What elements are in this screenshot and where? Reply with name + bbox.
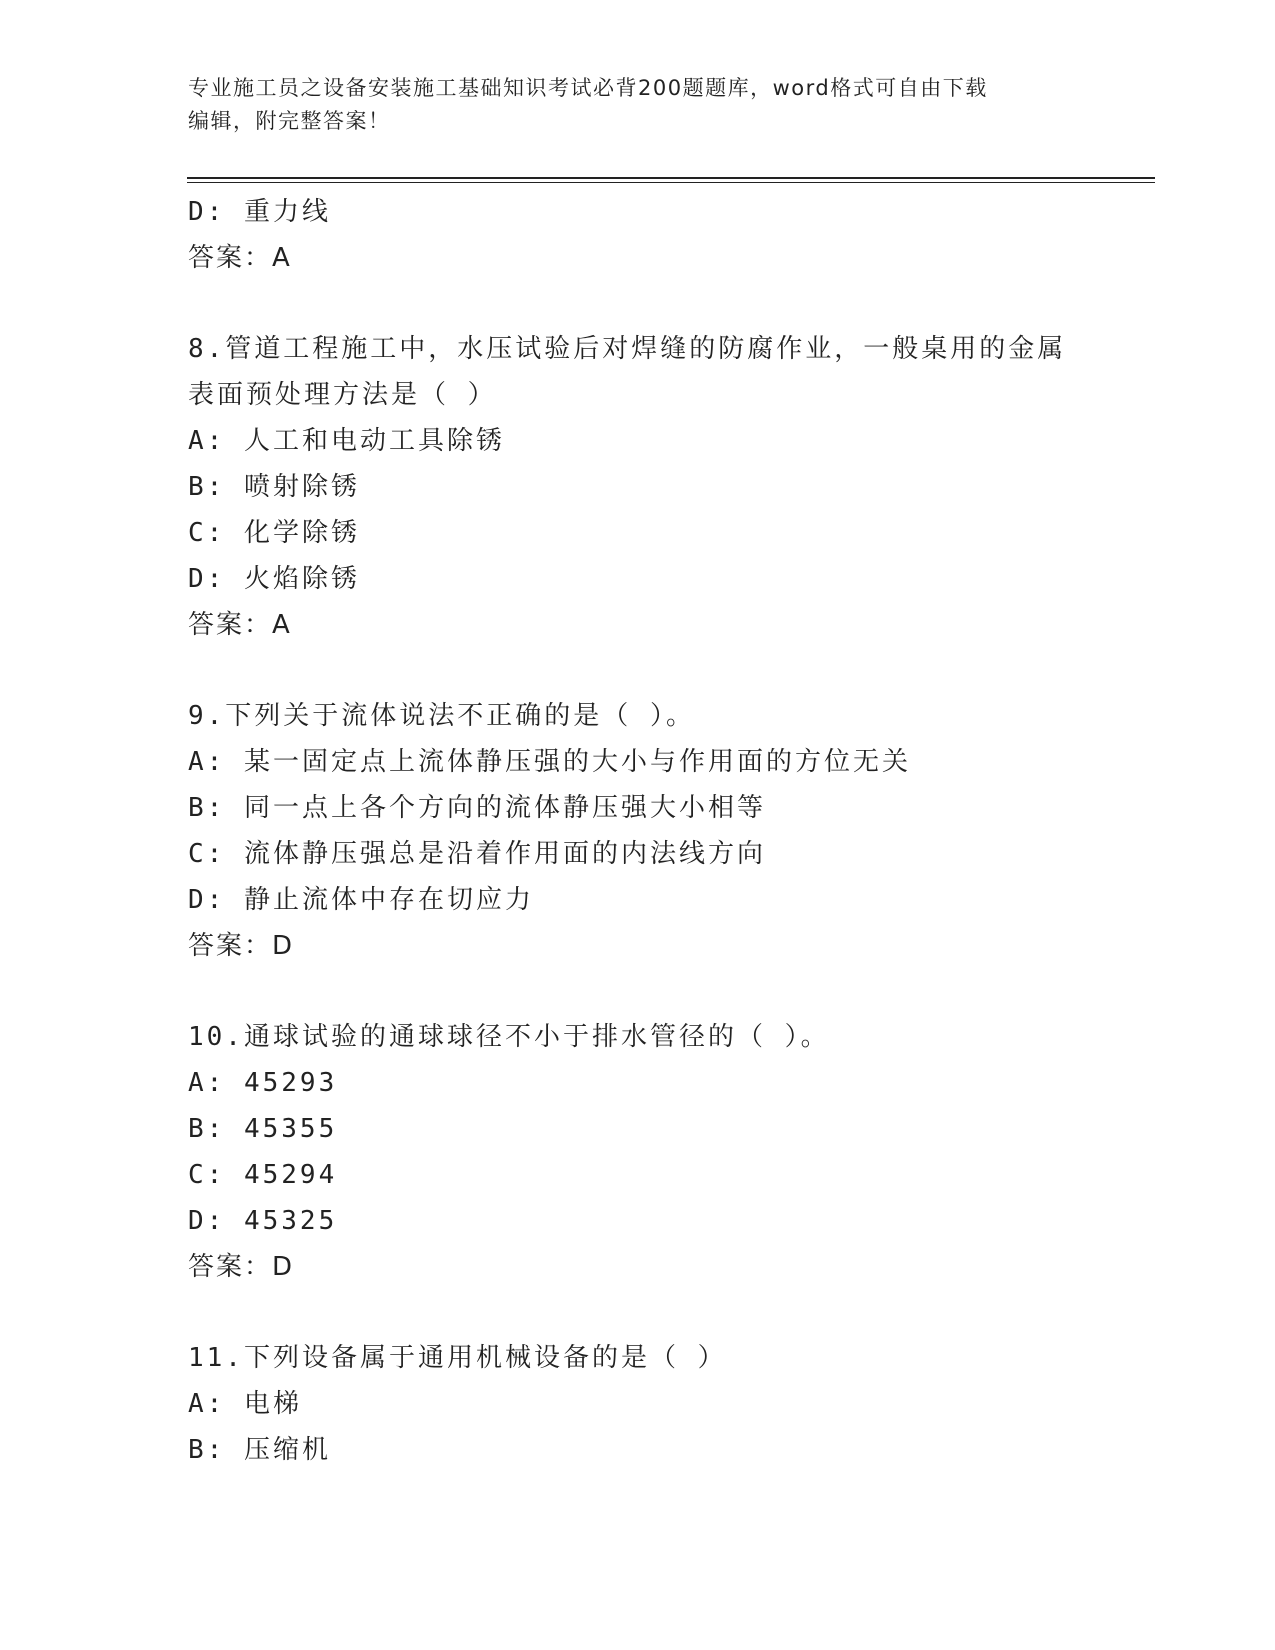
header-divider-thick (187, 177, 1155, 179)
question-block-8 (188, 326, 1148, 648)
document-body (188, 189, 1148, 1473)
question-block-10 (188, 1014, 1148, 1290)
option-b: B: 喷射除锈 (188, 472, 360, 502)
answer-line: 答案：A (188, 610, 292, 640)
option-c: C: 45294 (188, 1160, 338, 1190)
option-d: D: 静止流体中存在切应力 (188, 885, 534, 915)
header-title-line-1: 专业施工员之设备安装施工基础知识考试必背200题题库，word格式可自由下载 (188, 76, 988, 100)
option-c: C: 化学除锈 (188, 518, 360, 548)
option-b: B: 压缩机 (188, 1435, 331, 1465)
answer-line: 答案：D (188, 1252, 295, 1282)
option-d: D: 45325 (188, 1206, 338, 1236)
document-header (188, 72, 1068, 138)
option-d: D: 重力线 (188, 197, 331, 227)
option-a: A: 人工和电动工具除锈 (188, 426, 505, 456)
question-text: 8.管道工程施工中，水压试验后对焊缝的防腐作业，一般桌用的金属 (188, 334, 1067, 364)
answer-line: 答案：D (188, 931, 295, 961)
option-b: B: 45355 (188, 1114, 338, 1144)
question-text: 11.下列设备属于通用机械设备的是（ ） (188, 1343, 727, 1373)
question-block-11 (188, 1335, 1148, 1473)
option-c: C: 流体静压强总是沿着作用面的内法线方向 (188, 839, 766, 869)
answer-line: 答案：A (188, 243, 292, 273)
question-text: 9.下列关于流体说法不正确的是（ ）。 (188, 701, 695, 731)
question-block-9 (188, 693, 1148, 969)
header-divider-thin (187, 182, 1155, 183)
option-a: A: 某一固定点上流体静压强的大小与作用面的方位无关 (188, 747, 911, 777)
option-d: D: 火焰除锈 (188, 564, 360, 594)
header-title-line-2: 编辑，附完整答案！ (188, 109, 391, 133)
question-text-cont: 表面预处理方法是（ ） (188, 380, 497, 410)
option-b: B: 同一点上各个方向的流体静压强大小相等 (188, 793, 766, 823)
option-a: A: 电梯 (188, 1389, 302, 1419)
option-a: A: 45293 (188, 1068, 338, 1098)
question-block-7-tail (188, 189, 1148, 281)
question-text: 10.通球试验的通球球径不小于排水管径的（ ）。 (188, 1022, 830, 1052)
